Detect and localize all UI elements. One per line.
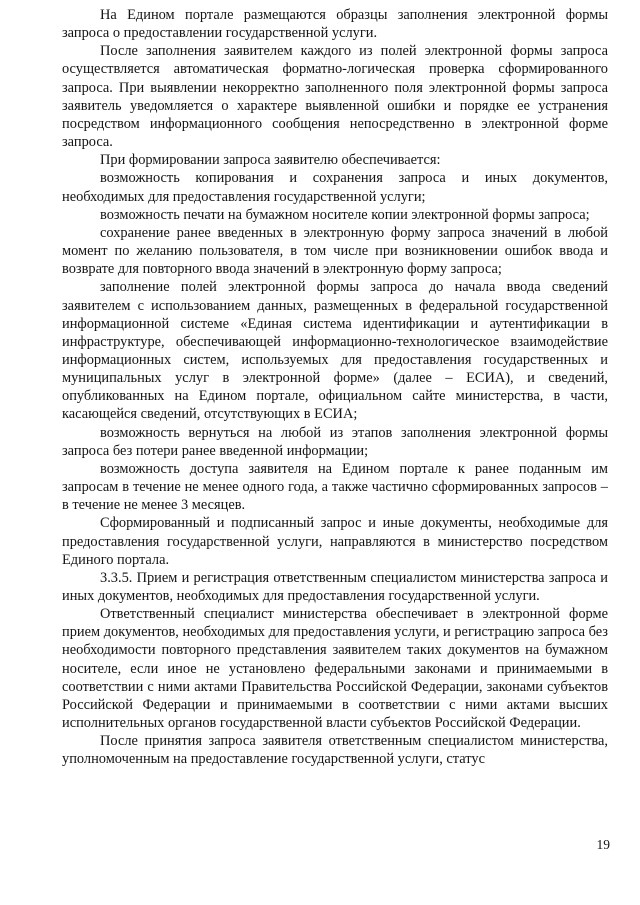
paragraph-specialist-reception: Ответственный специалист министерства обеспечивает в электронной форме прием документов, необходимых для предоставления услуги, и регистрацию запроса без необходимости повторного представления заявителем таких документов на бумажном носителе, если иное не установлено федеральными законами и принимаемыми в соответствии с ними актами Правительства Российской Федерации, законами субъектов Российской Федерации и принимаемыми в соответствии с ними актами высших исполнительных органов государственной власти субъектов Российской Федерации.	[62, 606, 608, 732]
paragraph-provisions-intro: При формировании запроса заявителю обеспечивается:	[100, 152, 441, 169]
paragraph-submission: Сформированный и подписанный запрос и иные документы, необходимые для предоставления государственной услуги, направляются в министерство посредством Единого портала.	[62, 515, 608, 568]
paragraph-preserve-values: сохранение ранее введенных в электронную форму запроса значений в любой момент по желанию пользователя, в том числе при возникновении ошибок ввода и возврате для повторного ввода значений в электронную форму запроса;	[62, 224, 608, 278]
page-number: 19	[596, 837, 610, 852]
document-body	[62, 6, 608, 769]
paragraph-access-requests: возможность доступа заявителя на Едином портале к ранее поданным им запросам в течение не менее одного года, а также частично сформированных запросов – в течение не менее 3 месяцев.	[62, 460, 608, 514]
paragraph-status: После принятия запроса заявителя ответственным специалистом министерства, уполномоченным на предоставление государственной услуги, статус	[62, 733, 608, 768]
paragraph-return-stage: возможность вернуться на любой из этапов заполнения электронной формы запроса без потери ранее введенной информации;	[62, 424, 608, 459]
paragraph-sample-forms: На Едином портале размещаются образцы заполнения электронной формы запроса о предоставлении государственной услуги.	[62, 7, 608, 42]
paragraph-prefill-esia: заполнение полей электронной формы запроса до начала ввода сведений заявителем с использованием данных, размещенных в федеральной государственной информационной системе «Единая система идентификации и аутентификации в инфраструктуре, обеспечивающей информационно-технологическое взаимодействие информационных систем, используемых для предоставления государственных и муниципальных услуг в электронной форме» (далее – ЕСИА), и сведений, опубликованных на Едином портале, официальном сайте министерства, в части, касающейся сведений, отсутствующих в ЕСИА;	[62, 279, 608, 423]
paragraph-format-check: После заполнения заявителем каждого из полей электронной формы запроса осуществляется автоматическая форматно-логическая проверка сформированного запроса. При выявлении некорректно заполненного поля электронной формы запроса заявитель уведомляется о характере выявленной ошибки и порядке ее устранения посредством информационного сообщения непосредственно в электронной форме запроса.	[62, 43, 608, 151]
paragraph-copy-save: возможность копирования и сохранения запроса и иных документов, необходимых для предоставления государственной услуги;	[62, 170, 608, 205]
paragraph-print: возможность печати на бумажном носителе копии электронной формы запроса;	[100, 206, 590, 223]
section-heading-3-3-5: 3.3.5. Прием и регистрация ответственным специалистом министерства запроса и иных документов, необходимых для предоставления государственной услуги.	[62, 569, 608, 604]
